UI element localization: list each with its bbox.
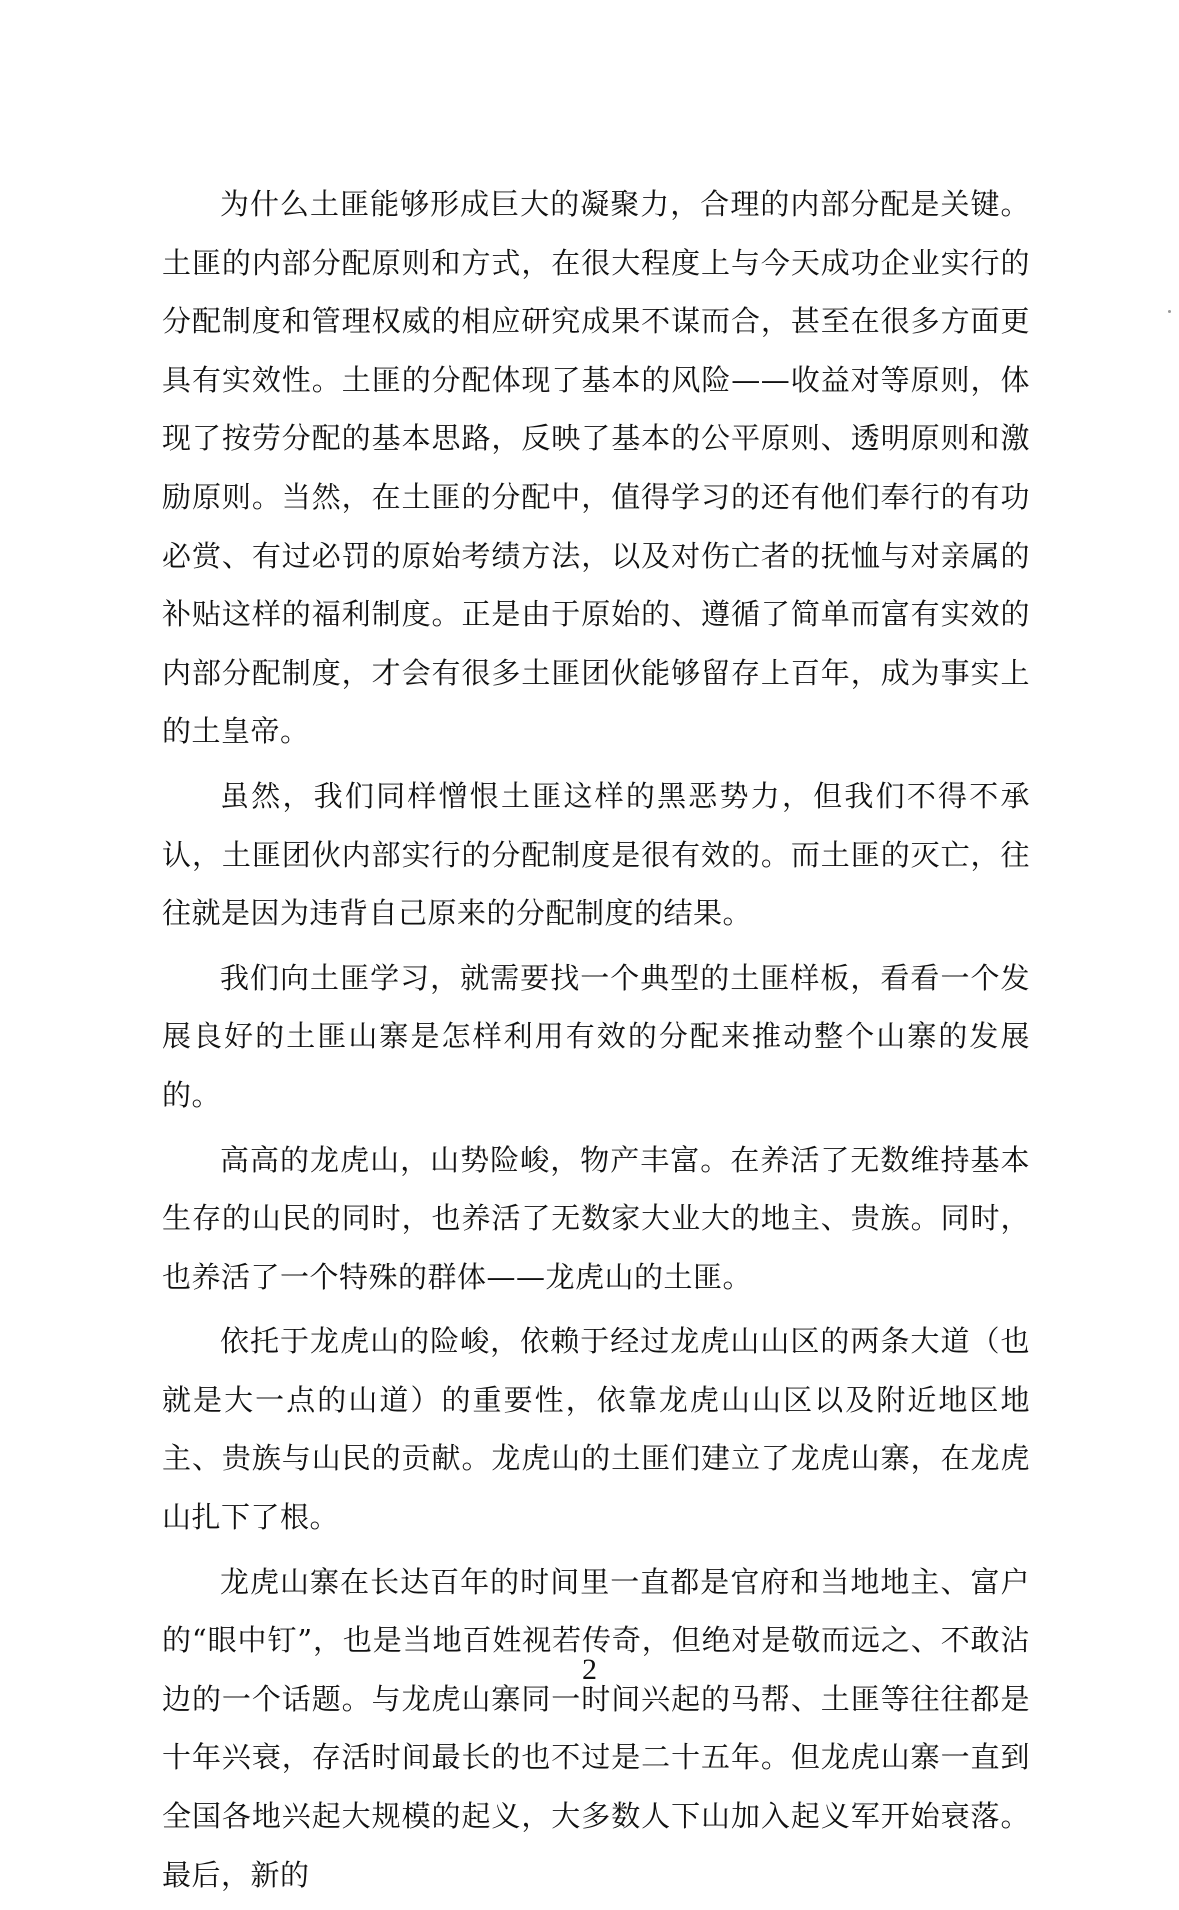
paragraph-6: 龙虎山寨在长达百年的时间里一直都是官府和当地地主、富户的“眼中钉”，也是当地百姓视若传奇，但绝对是敬而远之、不敢沾边的一个话题。与龙虎山寨同一时间兴起的马帮、土匪等往往都是十年兴衰，存活时间最长的也不过是二十五年。但龙虎山寨一直到全国各地兴起大规模的起义，大多数人下山加入起义军开始衰落。最后，新的 xyxy=(162,1564,1030,1892)
paragraph-5: 依托于龙虎山的险峻，依赖于经过龙虎山山区的两条大道（也就是大一点的山道）的重要性，依靠龙虎山山区以及附近地区地主、贵族与山民的贡献。龙虎山的土匪们建立了龙虎山寨，在龙虎山扎下了根。 xyxy=(162,1324,1030,1535)
paragraph-4: 高高的龙虎山，山势险峻，物产丰富。在养活了无数维持基本生存的山民的同时，也养活了无数家大业大的地主、贵族。同时，也养活了一个特殊的群体——龙虎山的土匪。 xyxy=(162,1142,1030,1294)
body-text xyxy=(162,175,1030,1910)
paragraph-1: 为什么土匪能够形成巨大的凝聚力，合理的内部分配是关键。土匪的内部分配原则和方式，在很大程度上与今天成功企业实行的分配制度和管理权威的相应研究成果不谋而合，甚至在很多方面更具有实效性。土匪的分配体现了基本的风险——收益对等原则，体现了按劳分配的基本思路，反映了基本的公平原则、透明原则和激励原则。当然，在土匪的分配中，值得学习的还有他们奉行的有功必赏、有过必罚的原始考绩方法，以及对伤亡者的抚恤与对亲属的补贴这样的福利制度。正是由于原始的、遵循了简单而富有实效的内部分配制度，才会有很多土匪团伙能够留存上百年，成为事实上的土皇帝。 xyxy=(162,187,1030,749)
paragraph-2: 虽然，我们同样憎恨土匪这样的黑恶势力，但我们不得不承认，土匪团伙内部实行的分配制度是很有效的。而土匪的灭亡，往往就是因为违背自己原来的分配制度的结果。 xyxy=(162,778,1030,931)
page-number: 2 xyxy=(582,1653,597,1686)
scan-speck xyxy=(1168,310,1171,313)
paragraph-3: 我们向土匪学习，就需要找一个典型的土匪样板，看看一个发展良好的土匪山寨是怎样利用有效的分配来推动整个山寨的发展的。 xyxy=(162,960,1030,1112)
